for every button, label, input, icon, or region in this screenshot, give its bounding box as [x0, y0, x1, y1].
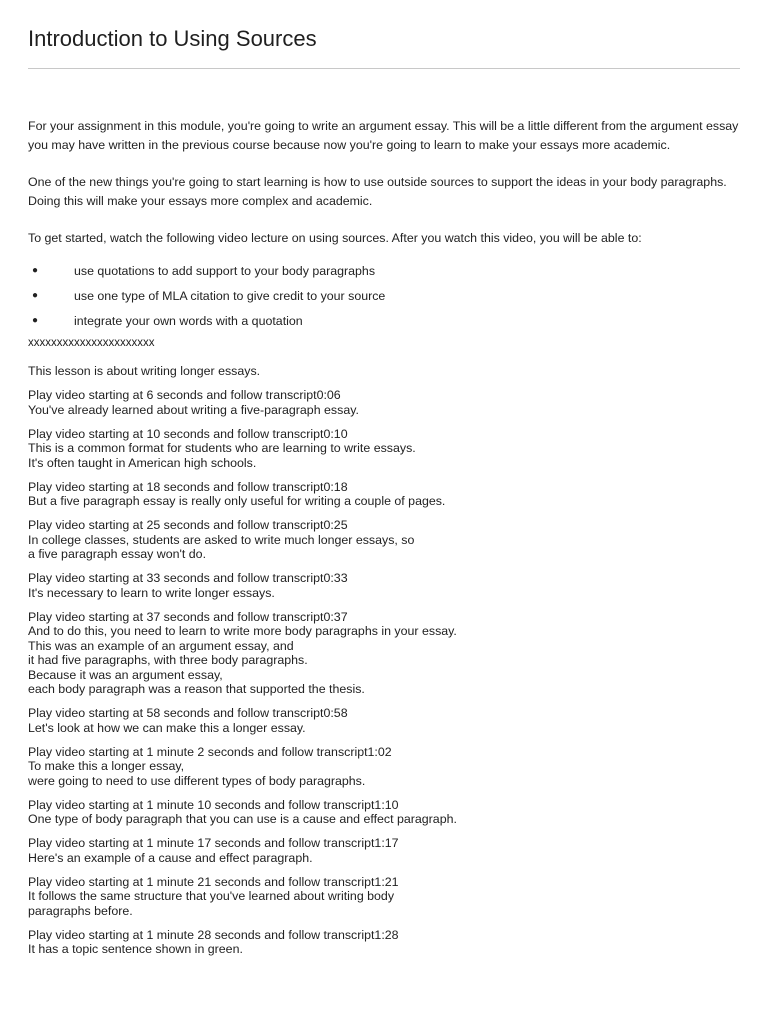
transcript-line: In college classes, students are asked to write much longer essays, so [28, 532, 415, 547]
play-video-link[interactable]: Play video starting at 1 minute 2 seconds and follow transcript1:02 [28, 744, 392, 759]
transcript-line: it had five paragraphs, with three body paragraphs. [28, 653, 308, 667]
objective-item [28, 288, 740, 304]
transcript-line: This was an example of an argument essay, and [28, 638, 294, 653]
transcript-entry [28, 875, 740, 919]
play-video-link[interactable]: Play video starting at 33 seconds and follow transcript0:33 [28, 571, 348, 585]
transcript-line: It has a topic sentence shown in green. [28, 942, 243, 956]
play-video-link[interactable]: Play video starting at 1 minute 10 seconds and follow transcript1:10 [28, 797, 399, 812]
transcript-entry [28, 480, 740, 509]
transcript-entry [28, 745, 740, 789]
title-divider [28, 68, 740, 69]
transcript-entry [28, 388, 740, 417]
transcript-line: But a five paragraph essay is really only useful for writing a couple of pages. [28, 494, 446, 508]
transcript-line: You've already learned about writing a five-paragraph essay. [28, 402, 359, 417]
transcript-line: It's necessary to learn to write longer essays. [28, 585, 275, 600]
transcript-line: And to do this, you need to learn to write more body paragraphs in your essay. [28, 624, 457, 638]
transcript-entry [28, 571, 740, 600]
transcript-line: To make this a longer essay, [28, 759, 185, 773]
transcript-entry [28, 836, 740, 865]
bullet-icon: ● [32, 315, 39, 326]
objective-item [28, 313, 740, 329]
transcript-line: Here's an example of a cause and effect paragraph. [28, 850, 313, 865]
transcript-line: a five paragraph essay won't do. [28, 547, 207, 561]
play-video-link[interactable]: Play video starting at 1 minute 28 seconds and follow transcript1:28 [28, 927, 399, 942]
page-title: Introduction to Using Sources [28, 26, 317, 51]
play-video-link[interactable]: Play video starting at 1 minute 21 seconds and follow transcript1:21 [28, 874, 399, 889]
objectives-list [28, 263, 740, 329]
play-video-link[interactable]: Play video starting at 1 minute 17 seconds and follow transcript1:17 [28, 836, 399, 850]
intro-paragraph-1: For your assignment in this module, you're going to write an argument essay. This will be a little different from the argument essay you may have written in the previous course because now you're going to learn to make your essays more academic. [28, 119, 739, 152]
transcript-line: Because it was an argument essay, [28, 667, 223, 682]
intro-section [28, 117, 740, 248]
transcript-entry [28, 610, 740, 697]
intro-paragraph-3: To get started, watch the following video lecture on using sources. After you watch this video, you will be able to: [28, 231, 642, 245]
transcript [28, 388, 740, 957]
transcript-entry [28, 427, 740, 471]
transcript-line: paragraphs before. [28, 903, 133, 918]
transcript-line: Let's look at how we can make this a longer essay. [28, 720, 306, 735]
transcript-entry [28, 798, 740, 827]
play-video-link[interactable]: Play video starting at 58 seconds and follow transcript0:58 [28, 706, 348, 720]
play-video-link[interactable]: Play video starting at 18 seconds and follow transcript0:18 [28, 479, 348, 494]
objective-text: use quotations to add support to your body paragraphs [74, 264, 376, 278]
transcript-line: were going to need to use different types of body paragraphs. [28, 773, 366, 788]
transcript-entry [28, 706, 740, 735]
bullet-icon: ● [32, 265, 39, 276]
transcript-line: each body paragraph was a reason that supported the thesis. [28, 682, 365, 696]
play-video-link[interactable]: Play video starting at 10 seconds and follow transcript0:10 [28, 426, 348, 441]
document-page [28, 0, 740, 966]
play-video-link[interactable]: Play video starting at 25 seconds and follow transcript0:25 [28, 518, 348, 532]
separator-text: xxxxxxxxxxxxxxxxxxxxxx [28, 337, 155, 349]
objective-text: integrate your own words with a quotation [74, 314, 303, 328]
intro-paragraph-2: One of the new things you're going to start learning is how to use outside sources to support the ideas in your body paragraphs. Doing this will make your essays more complex and academic. [28, 175, 727, 208]
transcript-line: One type of body paragraph that you can use is a cause and effect paragraph. [28, 812, 457, 826]
transcript-line: This is a common format for students who are learning to write essays. [28, 441, 416, 455]
lesson-intro: This lesson is about writing longer essays. [28, 364, 261, 378]
objective-text: use one type of MLA citation to give credit to your source [74, 289, 386, 303]
play-video-link[interactable]: Play video starting at 6 seconds and follow transcript0:06 [28, 388, 341, 402]
objective-item [28, 263, 740, 279]
transcript-entry [28, 928, 740, 957]
bullet-icon: ● [32, 290, 39, 301]
transcript-line: It follows the same structure that you've learned about writing body [28, 889, 395, 903]
transcript-line: It's often taught in American high schools. [28, 455, 257, 470]
play-video-link[interactable]: Play video starting at 37 seconds and follow transcript0:37 [28, 609, 348, 624]
transcript-entry [28, 518, 740, 562]
